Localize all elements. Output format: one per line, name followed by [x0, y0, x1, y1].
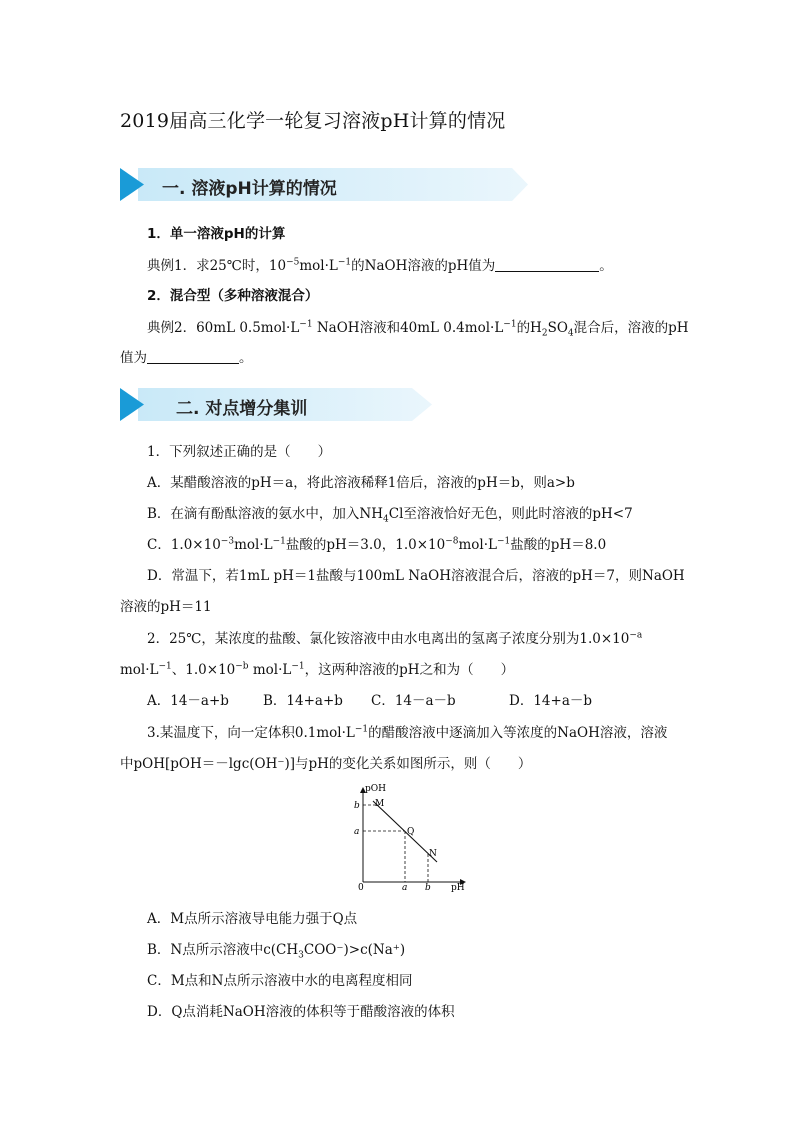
question-3-option-a[interactable]: A．M点所示溶液导电能力强于Q点: [147, 911, 358, 927]
example-2-line-1: 典例2．60mL $0.5mol\cdot L^{-1}$ NaOH溶液和40mL $0.4mol\cdot L^{-1}$的$H_2SO_4$混合后，溶液的pH: [147, 319, 689, 339]
question-2-stem-1: 2．25℃，某浓度的盐酸、氯化铵溶液中由水电离出的氢离子浓度分别为$1.0\times 10^{-a}$: [147, 630, 643, 647]
question-3-option-c[interactable]: C．M点和N点所示溶液中水的电离程度相同: [147, 973, 413, 989]
tick-a-x: a: [402, 883, 408, 893]
question-3-stem-1: 3.某温度下，向一定体积$0.1mol\cdot L^{-1}$的醋酸溶液中逐滴加入等浓度的NaOH溶液，溶液: [147, 724, 668, 741]
section-banner-1: [120, 168, 530, 201]
question-1-option-d-cont: 溶液的pH＝11: [120, 599, 212, 615]
heading-mixed-solution: 2．混合型（多种溶液混合）: [147, 288, 319, 304]
question-1-stem: 1．下列叙述正确的是（ ）: [147, 444, 332, 460]
poh-ph-diagram: [345, 784, 475, 894]
question-1-option-c[interactable]: C．$1.0\times 10^{-3}mol\cdot L^{-1}$盐酸的pH＝3.0，$1.0\times 10^{-8}mol\cdot L^{-1}$盐酸的pH＝8.0: [147, 536, 607, 553]
point-n-label: N: [429, 849, 437, 859]
section-title-2: 二. 对点增分集训: [176, 399, 308, 419]
x-axis-label: pH: [451, 883, 465, 893]
question-2-stem-2: $mol\cdot L^{-1}$、$1.0\times 10^{-b}$ $mol\cdot L^{-1}$，这两种溶液的pH之和为（ ）: [120, 661, 515, 678]
example-2-line-2: 值为 。: [120, 350, 253, 366]
example-1: 典例1．求25℃时，$10^{-5}mol\cdot L^{-1}$的NaOH溶液的pH值为 。: [147, 257, 613, 274]
answer-blank-1[interactable]: [495, 257, 599, 272]
point-m-label: M: [375, 799, 385, 809]
poh-ph-figure: [345, 784, 475, 898]
question-1-option-b[interactable]: B．在滴有酚酞溶液的氨水中，加入$NH_4Cl$至溶液恰好无色，则此时溶液的pH<7: [147, 506, 633, 525]
tick-a-y: a: [354, 827, 360, 837]
origin-label: 0: [358, 883, 364, 893]
page-title: 2019届高三化学一轮复习溶液pH计算的情况: [120, 110, 506, 132]
question-3-option-d[interactable]: D．Q点消耗NaOH溶液的体积等于醋酸溶液的体积: [147, 1004, 455, 1020]
tick-b-x: b: [425, 883, 431, 893]
question-3-option-b[interactable]: B．N点所示溶液中$c(CH_3COO^-)>c(Na^+)$: [147, 942, 406, 961]
question-3-stem-2: 中pOH[pOH＝－lgc(OH⁻)]与pH的变化关系如图所示，则（ ）: [120, 756, 532, 772]
question-2-option-a[interactable]: A．14－a+b: [147, 693, 229, 709]
question-1-option-d[interactable]: D．常温下，若1mL pH＝1盐酸与100mL NaOH溶液混合后，溶液的pH＝7，则NaOH: [147, 568, 685, 584]
heading-single-solution: 1．单一溶液pH的计算: [147, 226, 286, 242]
question-1-option-a[interactable]: A．某醋酸溶液的pH＝a，将此溶液稀释1倍后，溶液的pH＝b，则a>b: [147, 475, 575, 491]
answer-blank-2[interactable]: [147, 349, 239, 364]
y-axis-label: pOH: [365, 784, 386, 794]
question-2-option-c[interactable]: C．14－a－b: [371, 693, 456, 709]
question-2-options: [147, 689, 592, 709]
question-2-option-d[interactable]: D．14+a－b: [509, 693, 593, 709]
section-title-1: 一. 溶液pH计算的情况: [162, 179, 337, 199]
question-2-option-b[interactable]: B．14+a+b: [263, 693, 343, 709]
tick-b-y: b: [354, 801, 360, 811]
point-q-label: Q: [407, 827, 415, 837]
section-banner-2: [120, 388, 440, 421]
